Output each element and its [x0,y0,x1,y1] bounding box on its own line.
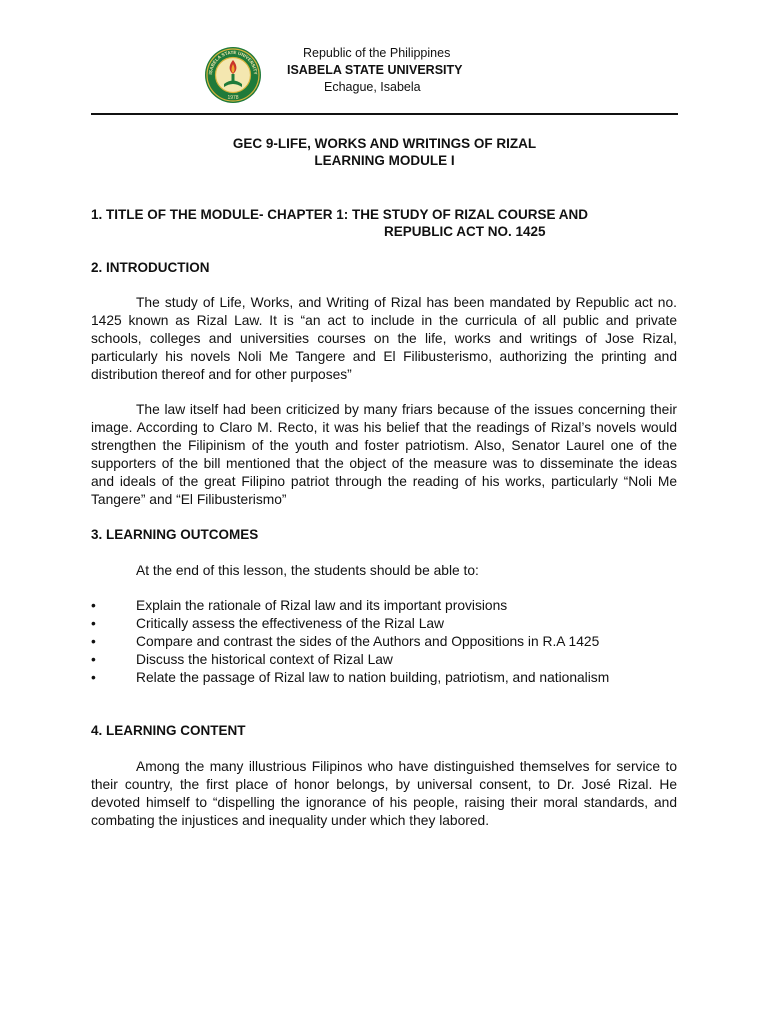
list-item-text: Explain the rationale of Rizal law and its important provisions [136,598,508,613]
list-item-text: Critically assess the effectiveness of the Rizal Law [136,616,445,631]
introduction-paragraph-1: The study of Life, Works, and Writing of Rizal has been mandated by Republic act no. 1425 known as Rizal Law. It is “an act to include in the curricula of all public and private schools, colleges and universities courses on the life, works and writings of Jose Rizal, particularly his novels Noli Me Tangere and El Filibusterismo, authorizing the printing and distribution thereof and for other purposes” [91,295,677,382]
course-title: GEC 9-LIFE, WORKS AND WRITINGS OF RIZAL [232,136,537,151]
header-divider [91,113,678,115]
introduction-paragraph-2: The law itself had been criticized by many friars because of the issues concerning their image. According to Claro M. Recto, it was his belief that the readings of Rizal’s novels would strengthen the Filipinism of the youth and foster patriotism. Also, Senator Laurel one of the supporters of the bill mentioned that the object of the measure was to disseminate the ideas and ideals of the great Filipino patriot through the reading of his works, particularly “Noli Me Tangere” and “El Filibusterismo” [91,402,677,507]
header-university: ISABELA STATE UNIVERSITY [287,63,463,77]
learning-content-heading: 4. LEARNING CONTENT [91,723,246,738]
list-item-text: Discuss the historical context of Rizal Law [136,652,393,667]
list-item-text: Relate the passage of Rizal law to nation building, patriotism, and nationalism [136,670,610,685]
learning-content-paragraph: Among the many illustrious Filipinos who have distinguished themselves for service to their country, the first place of honor belongs, by universal consent, to Dr. José Rizal. He devoted himself to “dispelling the ignorance of his people, raising their moral standards, and combating the injustices and inequality under which they labored. [91,759,677,828]
module-title-heading: 1. TITLE OF THE MODULE- CHAPTER 1: THE STUDY OF RIZAL COURSE AND [91,207,589,222]
seal-year: 1978 [227,95,239,101]
header-republic: Republic of the Philippines [303,46,451,60]
bullet: • [91,652,96,667]
module-title-heading-cont: REPUBLIC ACT NO. 1425 [384,224,546,239]
learning-outcomes-lead: At the end of this lesson, the students should be able to: [136,563,479,578]
bullet: • [91,634,96,649]
seal-text: ISABELA STATE UNIVERSITY [207,49,259,75]
university-seal-icon [204,46,262,104]
list-item-text: Compare and contrast the sides of the Authors and Oppositions in R.A 1425 [136,634,600,649]
learning-outcomes-heading: 3. LEARNING OUTCOMES [91,527,259,542]
module-title: LEARNING MODULE I [314,153,455,168]
bullet: • [91,598,96,613]
header-location: Echague, Isabela [324,80,421,94]
bullet: • [91,670,96,685]
introduction-heading: 2. INTRODUCTION [91,260,210,275]
bullet: • [91,616,96,631]
